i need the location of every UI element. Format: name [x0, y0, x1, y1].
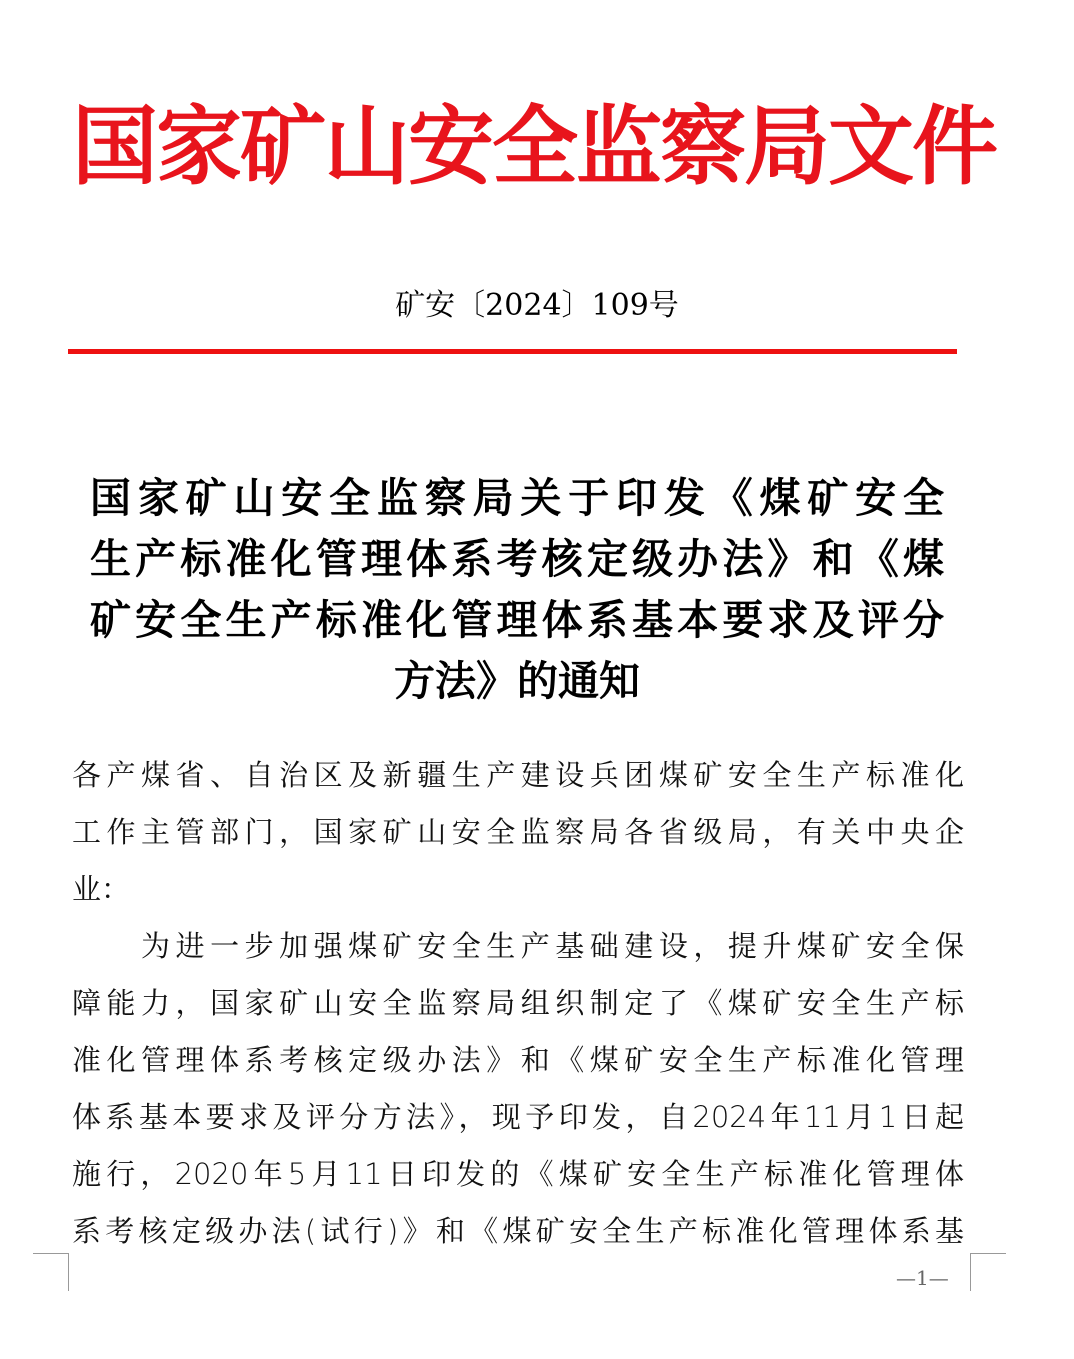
- document-header-title: 国家矿山安全监察局文件: [72, 96, 996, 197]
- body-line: 障能力，国家矿山安全监察局组织制定了《煤矿安全生产标: [72, 986, 964, 1020]
- body-line: 各产煤省、自治区及新疆生产建设兵团煤矿安全生产标准化: [72, 758, 964, 792]
- title-line: 方法》的通知: [394, 657, 640, 705]
- red-divider-line: [68, 349, 957, 354]
- body-line: 体系基本要求及评分方法》，现予印发，自2024年11月1日起: [72, 1100, 964, 1134]
- title-line: 生产标准化管理体系考核定级办法》和《煤: [90, 535, 944, 583]
- body-line: 准化管理体系考核定级办法》和《煤矿安全生产标准化管理: [72, 1043, 964, 1077]
- body-line: 业：: [72, 872, 131, 906]
- document-number: 矿安〔2024〕109号: [395, 288, 679, 323]
- title-line: 矿安全生产标准化管理体系基本要求及评分: [90, 596, 944, 644]
- body-line: 为进一步加强煤矿安全生产基础建设，提升煤矿安全保: [72, 929, 964, 963]
- page-number: —1—: [896, 1266, 949, 1290]
- notice-title: [90, 468, 944, 712]
- notice-body: [72, 747, 964, 1260]
- body-line: 系考核定级办法(试行)》和《煤矿安全生产标准化管理体系基: [72, 1214, 964, 1248]
- page-corner-mark-left: [33, 1253, 69, 1291]
- page-corner-mark-right: [970, 1253, 1006, 1291]
- body-line: 工作主管部门，国家矿山安全监察局各省级局，有关中央企: [72, 815, 964, 849]
- body-line: 施行，2020年5月11日印发的《煤矿安全生产标准化管理体: [72, 1157, 964, 1191]
- title-line: 国家矿山安全监察局关于印发《煤矿安全: [90, 474, 944, 522]
